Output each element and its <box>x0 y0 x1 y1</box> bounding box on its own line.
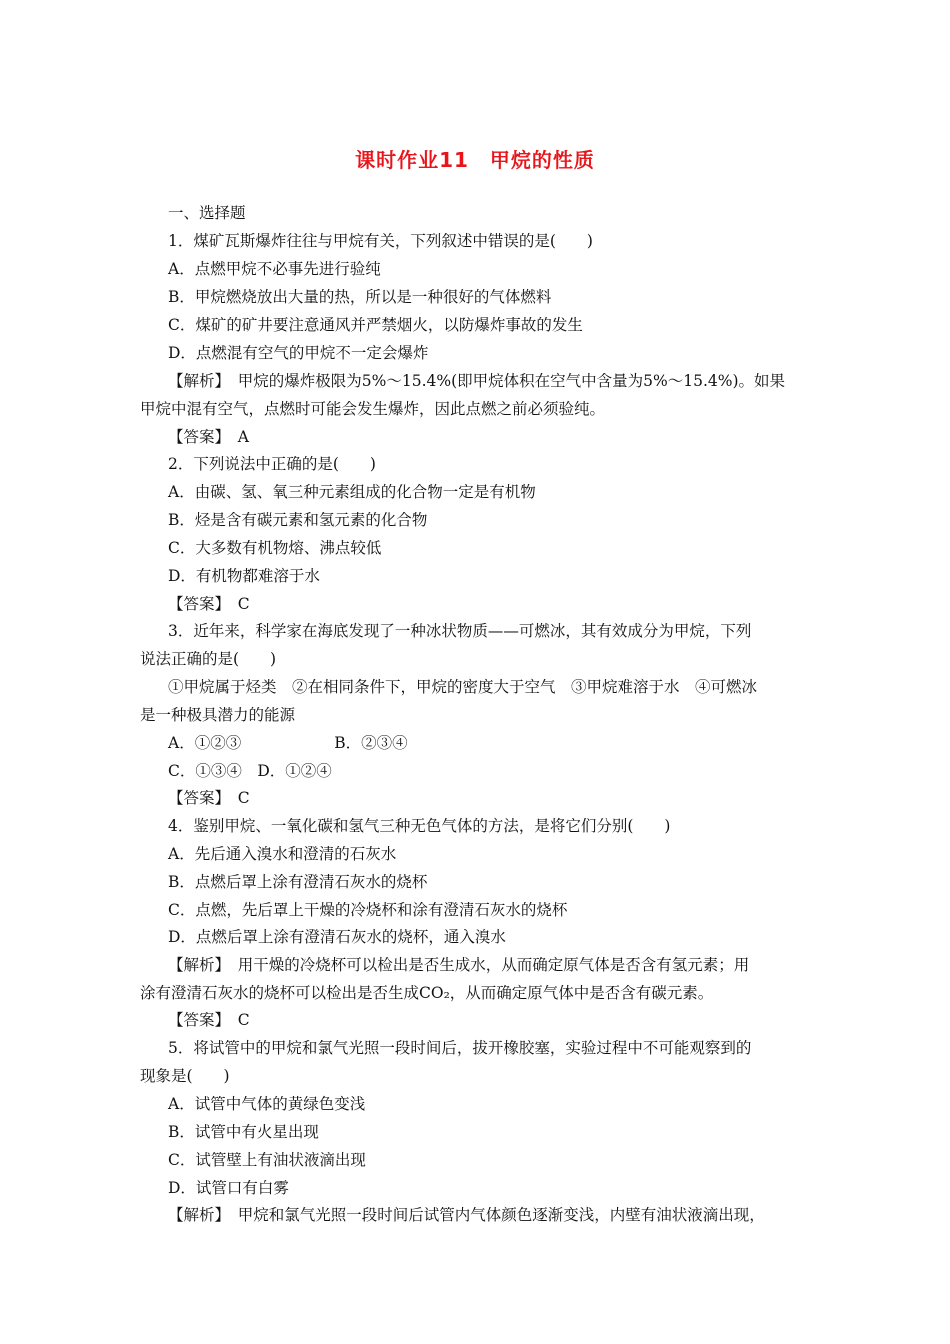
question-2-answer: 【答案】 C <box>168 595 250 613</box>
question-1-stem: 1．煤矿瓦斯爆炸往往与甲烷有关，下列叙述中错误的是( ) <box>168 232 593 250</box>
question-5-stem-line-2: 现象是( ) <box>140 1067 230 1085</box>
question-4-analysis-line-1: 【解析】 用干燥的冷烧杯可以检出是否生成水，从而确定原气体是否含有氢元素；用 <box>168 956 750 974</box>
question-3-stem-line-2: 说法正确的是( ) <box>140 650 277 668</box>
question-2-option-c: C．大多数有机物熔、沸点较低 <box>168 539 382 557</box>
question-2-option-a: A．由碳、氢、氧三种元素组成的化合物一定是有机物 <box>168 483 536 501</box>
question-5-option-b: B．试管中有火星出现 <box>168 1123 319 1141</box>
question-5-option-c: C．试管壁上有油状液滴出现 <box>168 1151 366 1169</box>
question-4-option-c: C．点燃，先后罩上干燥的冷烧杯和涂有澄清石灰水的烧杯 <box>168 901 568 919</box>
question-1-option-d: D．点燃混有空气的甲烷不一定会爆炸 <box>168 344 429 362</box>
question-1-option-a: A．点燃甲烷不必事先进行验纯 <box>168 260 381 278</box>
question-4-option-b: B．点燃后罩上涂有澄清石灰水的烧杯 <box>168 873 428 891</box>
question-4-option-a: A．先后通入溴水和澄清的石灰水 <box>168 845 397 863</box>
question-4-option-d: D．点燃后罩上涂有澄清石灰水的烧杯，通入溴水 <box>168 928 506 946</box>
question-1-answer: 【答案】 A <box>168 428 249 446</box>
question-1-analysis-line-2: 甲烷中混有空气，点燃时可能会发生爆炸，因此点燃之前必须验纯。 <box>140 400 606 418</box>
question-2-stem: 2．下列说法中正确的是( ) <box>168 455 376 473</box>
question-3-stem-line-1: 3．近年来，科学家在海底发现了一种冰状物质——可燃冰，其有效成分为甲烷，下列 <box>168 622 752 640</box>
question-2-option-d: D．有机物都难溶于水 <box>168 567 320 585</box>
question-1-analysis-line-1: 【解析】 甲烷的爆炸极限为5%～15.4%(即甲烷体积在空气中含量为5%～15.4%)。如果 <box>168 372 786 390</box>
section-heading: 一、选择题 <box>168 204 246 222</box>
question-4-stem: 4．鉴别甲烷、一氧化碳和氢气三种无色气体的方法，是将它们分别( ) <box>168 817 671 835</box>
question-4-analysis-line-2: 涂有澄清石灰水的烧杯可以检出是否生成CO₂，从而确定原气体中是否含有碳元素。 <box>140 984 714 1002</box>
question-3-statements-line-2: 是一种极具潜力的能源 <box>140 706 296 724</box>
question-5-option-d: D．试管口有白雾 <box>168 1179 289 1197</box>
question-5-option-a: A．试管中气体的黄绿色变浅 <box>168 1095 366 1113</box>
question-3-answer: 【答案】 C <box>168 789 250 807</box>
question-3-statements-line-1: ①甲烷属于烃类 ②在相同条件下，甲烷的密度大于空气 ③甲烷难溶于水 ④可燃冰 <box>168 678 758 696</box>
question-3-options-cd: C．①③④ D．①②④ <box>168 762 332 780</box>
question-1-option-c: C．煤矿的矿井要注意通风并严禁烟火，以防爆炸事故的发生 <box>168 316 583 334</box>
question-5-analysis-line-1: 【解析】 甲烷和氯气光照一段时间后试管内气体颜色逐渐变浅，内壁有油状液滴出现， <box>168 1206 765 1224</box>
question-1-option-b: B．甲烷燃烧放出大量的热，所以是一种很好的气体燃料 <box>168 288 552 306</box>
page-title: 课时作业11 甲烷的性质 <box>355 148 595 172</box>
question-4-answer: 【答案】 C <box>168 1011 250 1029</box>
question-2-option-b: B．烃是含有碳元素和氢元素的化合物 <box>168 511 428 529</box>
question-3-options-ab: A．①②③ B．②③④ <box>168 734 408 752</box>
question-5-stem-line-1: 5．将试管中的甲烷和氯气光照一段时间后，拔开橡胶塞，实验过程中不可能观察到的 <box>168 1039 752 1057</box>
